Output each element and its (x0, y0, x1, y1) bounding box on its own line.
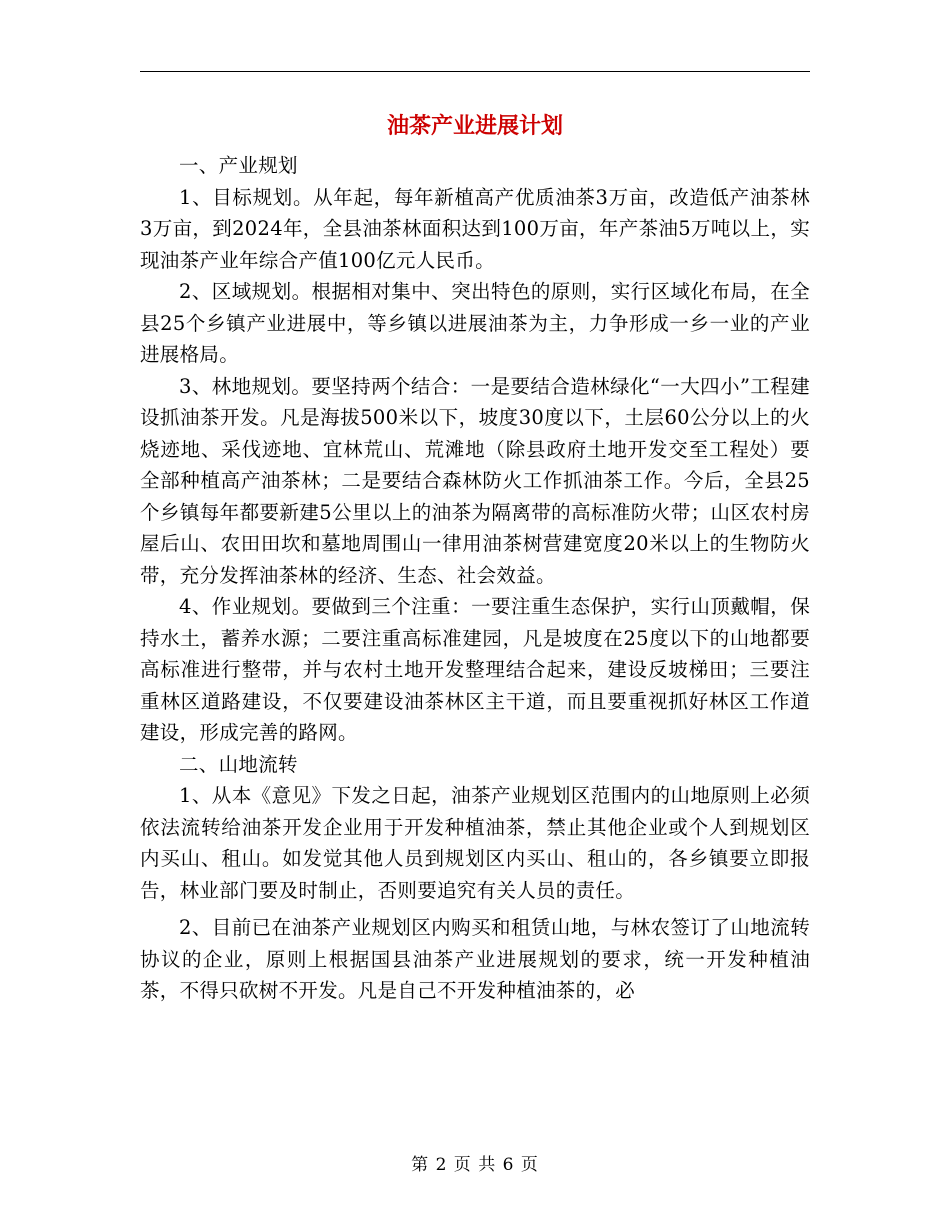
paragraph: 3、林地规划。要坚持两个结合：一是要结合造林绿化“一大四小”工程建设抓油茶开发。凡是海拔500米以下，坡度30度以下，土层60公分以上的火烧迹地、采伐迹地、宜林荒山、荒滩地（除县政府土地开发交至工程处）要全部种植高产油茶林；二是要结合森林防火工作抓油茶工作。今后，全县25个乡镇每年都要新建5公里以上的油茶为隔离带的高标准防火带；山区农村房屋后山、农田田坎和墓地周围山一律用油茶树营建宽度20米以上的生物防火带，充分发挥油茶林的经济、生态、社会效益。 (140, 374, 810, 587)
paragraph: 4、作业规划。要做到三个注重：一要注重生态保护，实行山顶戴帽，保持水土，蓄养水源；二要注重高标准建园，凡是坡度在25度以下的山地都要高标准进行整带，并与农村土地开发整理结合起来，建设反坡梯田；三要注重林区道路建设，不仅要建设油茶林区主干道，而且要重视抓好林区工作道建设，形成完善的路网。 (140, 595, 810, 744)
header-rule (140, 71, 810, 72)
paragraph: 2、区域规划。根据相对集中、突出特色的原则，实行区域化布局，在全县25个乡镇产业进展中，等乡镇以进展油茶为主，力争形成一乡一业的产业进展格局。 (140, 280, 810, 366)
document-body (140, 150, 810, 1007)
document-title: 油茶产业进展计划 (386, 113, 563, 139)
paragraph: 1、目标规划。从年起，每年新植高产优质油茶3万亩，改造低产油茶林3万亩，到2024年，全县油茶林面积达到100万亩，年产茶油5万吨以上，实现油茶产业年综合产值100亿元人民币。 (140, 185, 810, 272)
paragraph: 2、目前已在油茶产业规划区内购买和租赁山地，与林农签订了山地流转协议的企业，原则上根据国县油茶产业进展规划的要求，统一开发种植油茶，不得只砍树不开发。凡是自己不开发种植油茶的，必 (140, 916, 810, 1002)
section-heading: 二、山地流转 (179, 752, 298, 776)
paragraph: 1、从本《意见》下发之日起，油茶产业规划区范围内的山地原则上必须依法流转给油茶开发企业用于开发种植油茶，禁止其他企业或个人到规划区内买山、租山。如发觉其他人员到规划区内买山、租山的，各乡镇要立即报告，林业部门要及时制止，否则要追究有关人员的责任。 (140, 784, 810, 902)
section-heading: 一、产业规划 (179, 154, 298, 177)
page-number: 第 2 页 共 6 页 (411, 1155, 539, 1175)
